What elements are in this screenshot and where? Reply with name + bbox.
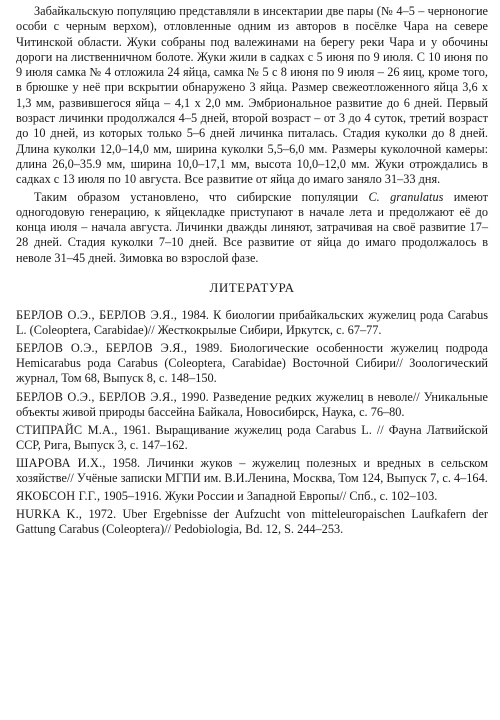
body-paragraph-2 — [16, 190, 488, 266]
reference-item — [16, 456, 488, 486]
para2-text-after: имеют одногодовую генерацию, к яйцекладке приступают в начале лета и предолжают её до конца июля – начала августа. Личинки дважды линяют, затрачивая на своё развитие 17–28 дней. Стадия куколки 7–10 дней. Все развитие от яйца до имаго продолжалось в неволе 31–45 дней. Зимовка во взрослой фазе. — [16, 189, 488, 265]
references-list — [16, 308, 488, 537]
reference-item — [16, 423, 488, 453]
reference-text: 1984. К биологии прибайкальских жужелиц рода Carabus L. (Coleoptera, Carabidae)// Жесткокрылые Сибири, Иркутск, с. 67–77. — [16, 308, 488, 338]
para2-text-before: Таким образом установлено, что сибирские популяции — [34, 189, 369, 204]
reference-item — [16, 308, 488, 338]
reference-author: БЕРЛОВ О.Э., БЕРЛОВ Э.Я., — [16, 341, 188, 356]
reference-author: СТИПРАЙС М.А., — [16, 422, 118, 437]
reference-author: ЯКОБСОН Г.Г., — [16, 489, 101, 504]
reference-item — [16, 507, 488, 537]
reference-item — [16, 489, 488, 504]
reference-author: БЕРЛОВ О.Э., БЕРЛОВ Э.Я., — [16, 308, 178, 323]
reference-text: 1958. Личинки жуков – жужелиц полезных и вредных в сельском хозяйстве// Учёные записки МГПИ им. В.И.Ленина, Москва, Том 124, Выпуск 7, с. 4–164. — [16, 455, 489, 485]
body-paragraph-1: Забайкальскую популяцию представляли в инсектарии две пары (№ 4–5 – черноногие особи с черным верхом), отловленные одним из авторов в посёлке Чара на севере Читинской области. Жуки собраны под валежинами на берегу реки Чара и у обочины дороги на лиственничном болоте. Жуки жили в садках с 5 июня по 9 июля. С 10 июня по 9 июля самка № 4 отложила 24 яйца, самка № 5 с 8 июня по 9 июля – 26 яиц, кроме того, в брюшке у неё при вскрытии обнаружено 3 яйца. Размер свежеотложенного яйца 3,6 x 1,3 мм, развившегося яйца – 4,1 x 2,0 мм. Эмбриональное развитие до 6 дней. Первый возраст личинки продолжался 4–5 дней, второй возраст – от 3 до 4 суток, третий возраст до 10 дней, из которых только 5–6 дней личинка питалась. Стадия куколки до 8 дней. Длина куколки 12,0–14,0 мм, ширина куколки 5,5–6,0 мм. Размеры куколочной камеры: длина 26,0–35.9 мм, ширина 10,0–17,1 мм, высота 10,0–12,0 мм. Жуки отрождались в садках с 13 июля по 10 августа. Все развитие от яйца до имаго заняло 31–33 дня. — [16, 4, 488, 187]
reference-item — [16, 390, 488, 420]
reference-text: 1990. Разведение редких жужелиц в неволе// Уникальные объекты живой природы бассейна Байкала, Новосибирск, Наука, с. 76–80. — [16, 389, 488, 419]
reference-author: БЕРЛОВ О.Э., БЕРЛОВ Э.Я., — [16, 389, 177, 404]
species-name: C. granulatus — [368, 189, 444, 204]
reference-text: 1989. Биологические особенности жужелиц подрода Hemicarabus рода Carabus (Coleoptera, Carabidae) Восточной Сибири// Зоологический журнал, Том 68, Выпуск 8, с. 148–150. — [16, 341, 488, 386]
reference-text: 1972. Uber Ergebnisse der Aufzucht von mitteleuropaischen Laufkafern der Gattung Carabus (Coleoptera)// Pedobiologia, Bd. 12, S. 244–253. — [16, 507, 489, 537]
reference-text: 1961. Выращивание жужелиц рода Carabus L. // Фауна Латвийской ССР, Рига, Выпуск 3, с. 147–162. — [16, 422, 488, 452]
reference-item — [16, 341, 488, 386]
reference-author: ШАРОВА И.Х., — [16, 455, 106, 470]
references-heading: ЛИТЕРАТУРА — [209, 280, 295, 296]
reference-author: HURKA K., — [16, 507, 83, 522]
reference-text: 1905–1916. Жуки России и Западной Европы// Спб., с. 102–103. — [100, 489, 438, 504]
